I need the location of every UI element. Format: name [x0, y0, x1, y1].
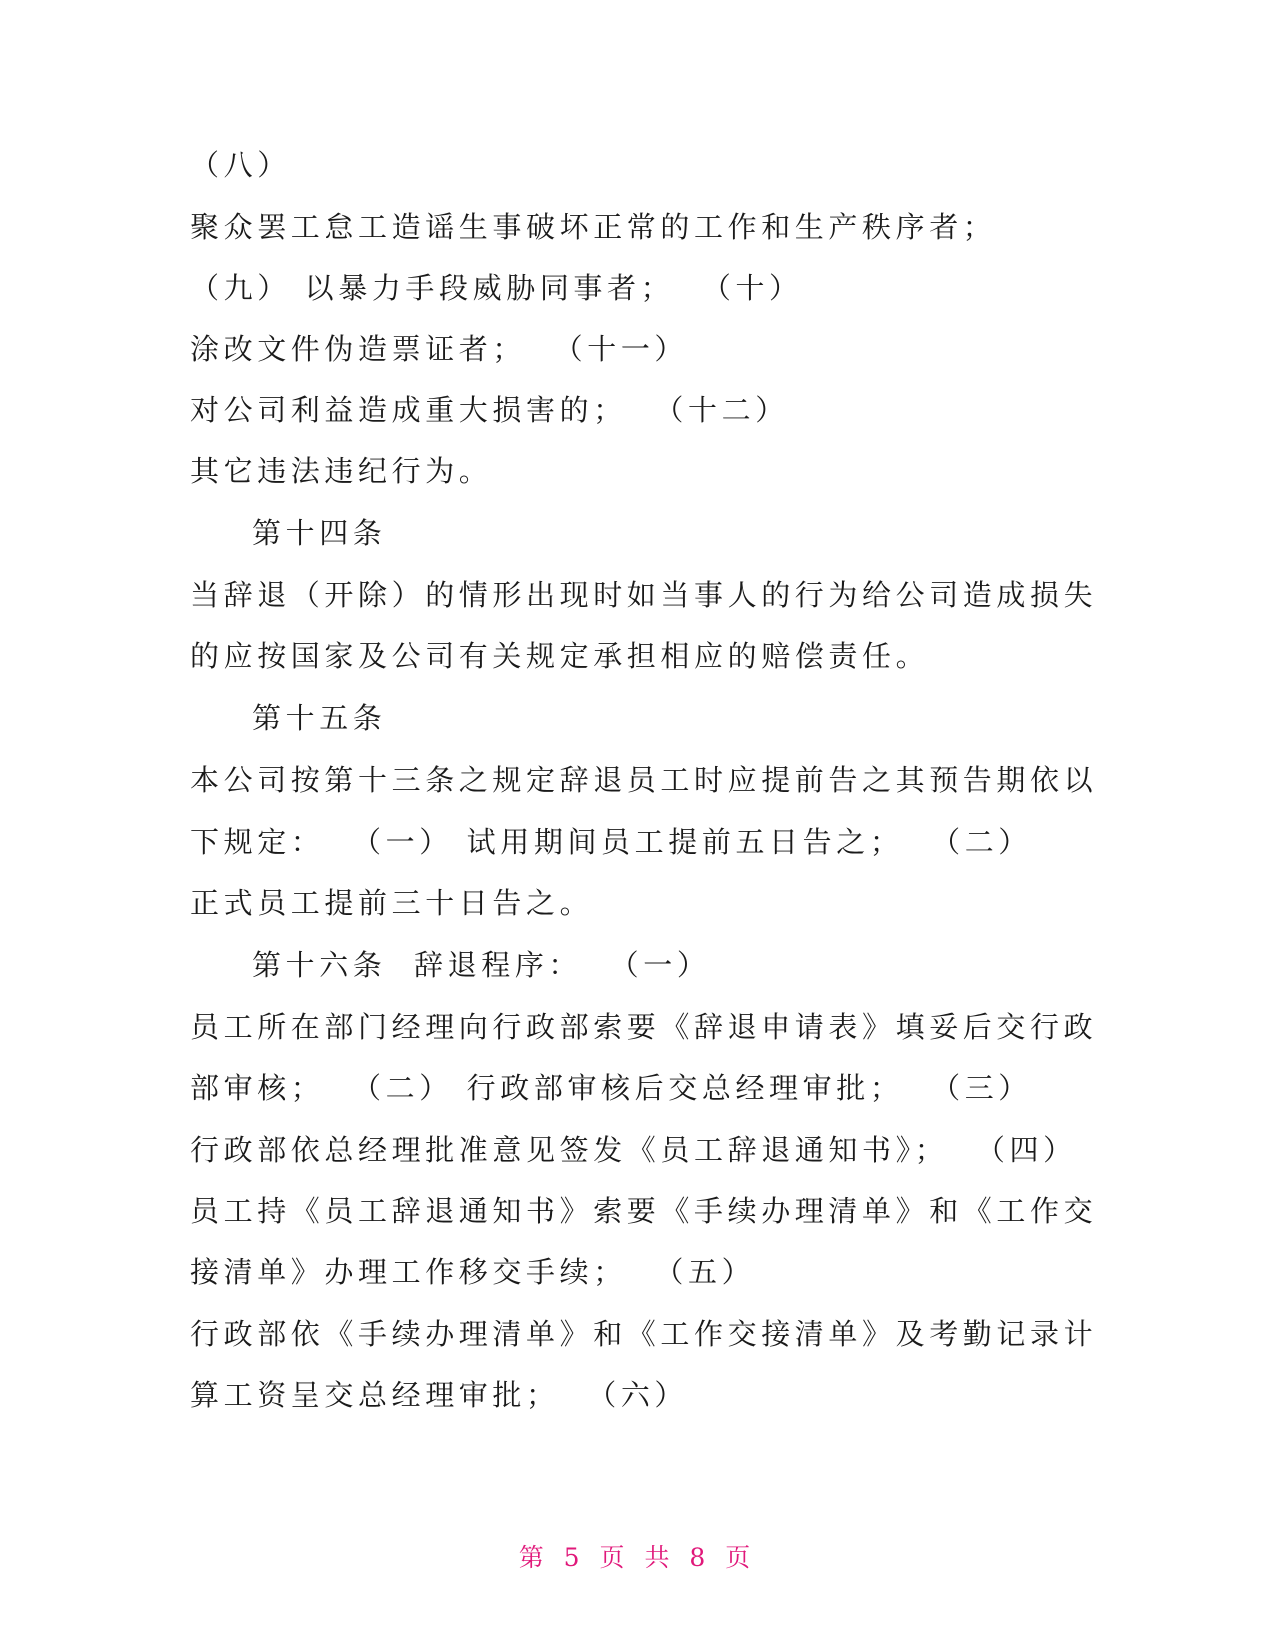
article-heading: 第十五条 [252, 701, 387, 735]
text-line: 涂改文件伪造票证者； （十一） [190, 332, 689, 366]
text-line: 本公司按第十三条之规定辞退员工时应提前告之其预告期依以 [190, 763, 1098, 797]
text-line: 下规定： （一） 试用期间员工提前五日告之； （二） [190, 825, 1032, 859]
text-line: 员工所在部门经理向行政部索要《辞退申请表》填妥后交行政 [190, 1010, 1098, 1044]
page-number-footer: 第 5 页 共 8 页 [518, 1543, 757, 1572]
article-heading: 第十六条 辞退程序： （一） [252, 948, 711, 982]
text-line: 的应按国家及公司有关规定承担相应的赔偿责任。 [190, 639, 930, 673]
text-line: 员工持《员工辞退通知书》索要《手续办理清单》和《工作交 [190, 1194, 1098, 1228]
text-line: 正式员工提前三十日告之。 [190, 886, 594, 920]
text-line: 接清单》办理工作移交手续； （五） [190, 1255, 756, 1289]
text-line: 部审核； （二） 行政部审核后交总经理审批； （三） [190, 1071, 1032, 1105]
text-line: 行政部依《手续办理清单》和《工作交接清单》及考勤记录计 [190, 1317, 1098, 1351]
text-line: 算工资呈交总经理审批； （六） [190, 1378, 689, 1412]
text-line: 对公司利益造成重大损害的； （十二） [190, 393, 789, 427]
text-line: （九） 以暴力手段威胁同事者； （十） [190, 271, 803, 305]
text-line: 当辞退（开除）的情形出现时如当事人的行为给公司造成损失 [190, 578, 1098, 612]
text-line: 行政部依总经理批准意见签发《员工辞退通知书》； （四） [190, 1133, 1077, 1167]
text-line: （八） [190, 148, 291, 182]
text-line: 其它违法违纪行为。 [190, 454, 493, 488]
article-heading: 第十四条 [252, 516, 387, 550]
text-line: 聚众罢工怠工造谣生事破坏正常的工作和生产秩序者； [190, 210, 997, 244]
